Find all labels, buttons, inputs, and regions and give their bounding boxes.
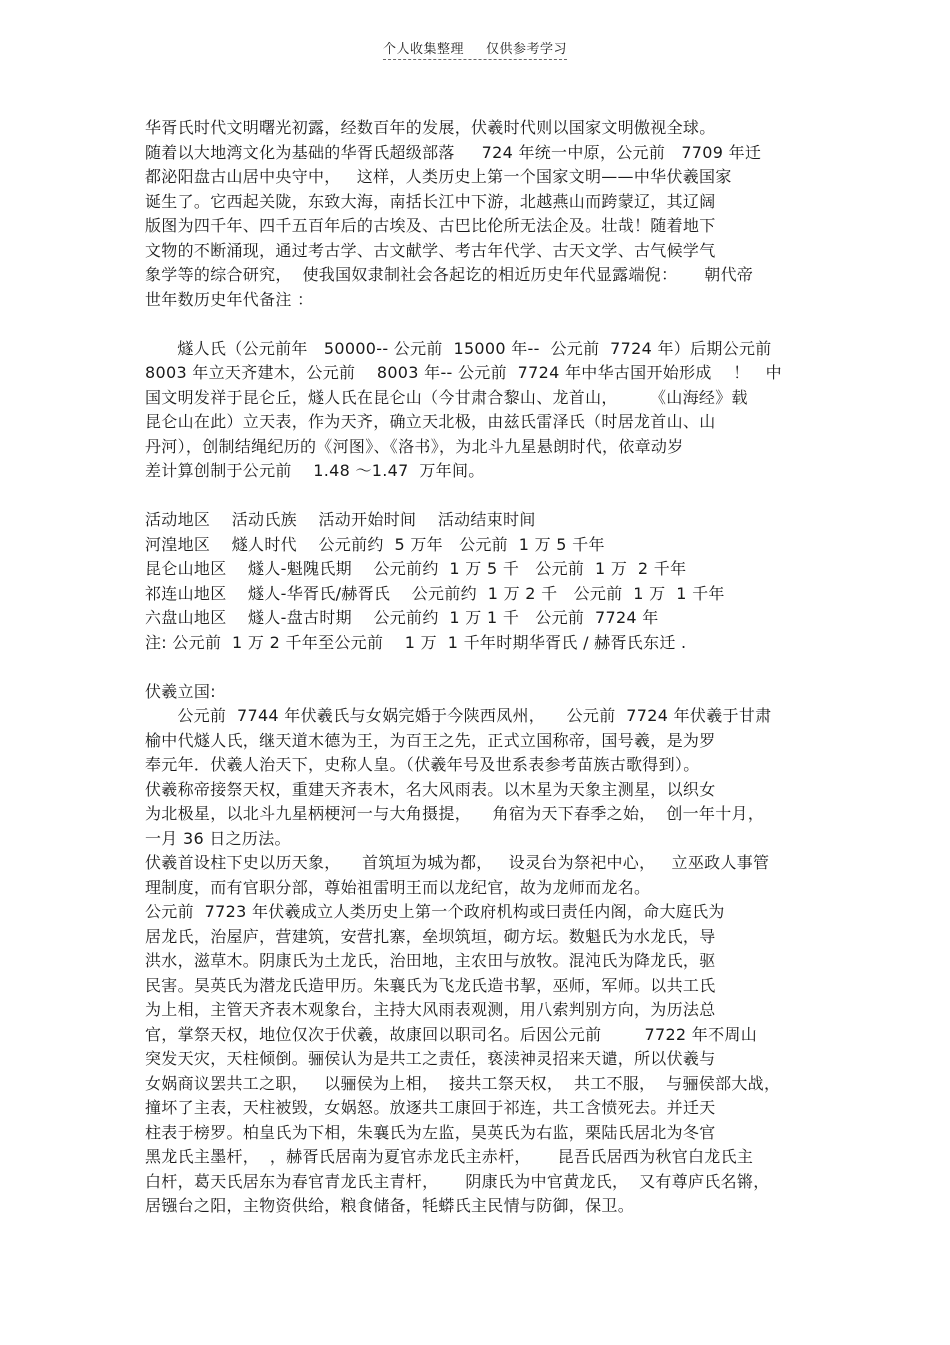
section-fuxi — [145, 680, 810, 1219]
text-line: 为上相，主管天齐表木观象台，主持大风雨表观测，用八索判别方向，为历法总 — [145, 1000, 716, 1019]
text-line: 随着以大地湾文化为基础的华胥氏超级部落 724 年统一中原，公元前 7709 年迁 — [145, 142, 762, 162]
text-line: 洪水，滋草木。阴康氏为土龙氏，治田地，主农田与放牧。混沌氏为降龙氏，驱 — [145, 951, 716, 970]
table-row: 六盘山地区 燧人-盘古时期 公元前约 1 万 1 千 公元前 7724 年 — [145, 608, 659, 627]
text-line: 突发天灾，天柱倾倒。骊侯认为是共工之责任，亵渎神灵招来天谴，所以伏羲与 — [145, 1049, 716, 1068]
text-line: 白杆，葛天氏居东为春官青龙氏主青杆， 阴康氏为中官黄龙氏， 又有尊庐氏名锵， — [145, 1171, 770, 1191]
text-line: 黑龙氏主墨杆， ，赫胥氏居南为夏官赤龙氏主赤杆， 昆吾氏居西为秋官白龙氏主 — [145, 1147, 754, 1166]
page-header — [383, 38, 567, 60]
document-body — [145, 116, 810, 1219]
header-left-text: 个人收集整理 — [383, 42, 465, 57]
activity-table — [145, 508, 810, 655]
text-line: 国文明发祥于昆仑丘，燧人氏在昆仑山（今甘肃合黎山、龙首山， 《山海经》载 — [145, 387, 748, 407]
paragraph-intro — [145, 116, 810, 312]
table-header: 活动地区 活动氏族 活动开始时间 活动结束时间 — [145, 510, 536, 529]
text-line: 伏羲首设柱下史以历天象， 首筑垣为城为都， 设灵台为祭祀中心， 立巫政人事管 — [145, 853, 770, 872]
spacer — [145, 484, 810, 509]
text-line: 理制度，而有官职分部，尊始祖雷明王而以龙纪官，故为龙师而龙名。 — [145, 877, 651, 897]
text-line: 都泌阳盘古山居中央守中， 这样，人类历史上第一个国家文明——中华伏羲国家 — [145, 167, 732, 186]
section-title: 伏羲立国: — [145, 681, 216, 701]
text-line: 居龙氏，治屋庐，营建筑，安营扎寨，垒坝筑垣，砌方坛。数魁氏为水龙氏，导 — [145, 926, 716, 946]
table-row: 河湟地区 燧人时代 公元前约 5 万年 公元前 1 万 5 千年 — [145, 534, 605, 554]
text-line: 官，掌祭天权，地位仅次于伏羲，故康回以职司名。后因公元前 7722 年不周山 — [145, 1024, 757, 1044]
text-line: 8003 年立天齐建木，公元前 8003 年-- 公元前 7724 年中华古国开始形成 ！ 中 — [145, 363, 782, 382]
text-line: 版图为四千年、四千五百年后的古埃及、古巴比伦所无法企及。壮哉！随着地下 — [145, 216, 716, 235]
text-line: 象学等的综合研究， 使我国奴隶制社会各起讫的相近历史年代显露端倪： 朝代帝 — [145, 265, 754, 284]
text-line: 居镪台之阳，主物资供给，粮食储备，牦蟒氏主民情与防御，保卫。 — [145, 1196, 635, 1215]
text-line: 撞坏了主表，天柱被毁，女娲怒。放逐共工康回于祁连，共工含愤死去。并迁天 — [145, 1098, 716, 1117]
text-line: 燧人氏（公元前年 50000-- 公元前 15000 年-- 公元前 7724 年）后期公元前 — [145, 338, 772, 358]
text-line: 一月 36 日之历法。 — [145, 828, 291, 848]
spacer — [145, 655, 810, 680]
text-line: 诞生了。它西起关陇，东致大海，南括长江中下游，北越燕山而跨蒙辽，其辽阔 — [145, 191, 716, 211]
table-row: 祁连山地区 燧人-华胥氏/赫胥氏 公元前约 1 万 2 千 公元前 1 万 1 千年 — [145, 583, 725, 603]
spacer — [145, 312, 810, 337]
text-line: 公元前 7723 年伏羲成立人类历史上第一个政府机构或曰责任内阁，命大庭氏为 — [145, 902, 725, 921]
text-line: 民害。昊英氏为潜龙氏造甲历。朱襄氏为飞龙氏造书挈，巫师，军师。以共工氏 — [145, 975, 716, 995]
text-line: 伏羲称帝接祭天权，重建天齐表木，名大风雨表。以木星为天象主测星，以织女 — [145, 779, 716, 799]
text-line: 奉元年．伏羲人治天下，史称人皇。（伏羲年号及世系表参考苗族古歌得到）。 — [145, 755, 700, 774]
text-line: 世年数历史年代备注 ： — [145, 289, 314, 309]
text-line: 公元前 7744 年伏羲氏与女娲完婚于今陕西凤州， 公元前 7724 年伏羲于甘肃 — [145, 706, 772, 725]
text-line: 榆中代燧人氏，继天道木德为王，为百王之先，正式立国称帝，国号羲，是为罗 — [145, 730, 716, 750]
table-row: 昆仑山地区 燧人-魁隗氏期 公元前约 1 万 5 千 公元前 1 万 2 千年 — [145, 559, 687, 578]
text-line: 差计算创制于公元前 1.48 ～1.47 万年间。 — [145, 461, 485, 480]
text-line: 昆仑山在此）立天表，作为天齐，确立天北极，由兹氏雷泽氏（时居龙首山、山 — [145, 412, 716, 431]
text-line: 为北极星，以北斗九星柄梗河一与大角摄提， 角宿为天下春季之始， 创一年十月， — [145, 804, 765, 823]
text-line: 华胥氏时代文明曙光初露，经数百年的发展，伏羲时代则以国家文明傲视全球。 — [145, 118, 716, 137]
text-line: 女娲商议罢共工之职， 以骊侯为上相， 接共工祭天权， 共工不服， 与骊侯部大战， — [145, 1073, 781, 1093]
text-line: 柱表于榜罗。柏皇氏为下相，朱襄氏为左监，昊英氏为右监，栗陆氏居北为冬官 — [145, 1122, 716, 1142]
text-line: 文物的不断涌现，通过考古学、古文献学、考古年代学、古天文学、古气候学气 — [145, 240, 716, 260]
header-right-text: 仅供参考学习 — [486, 42, 568, 57]
text-line: 丹河），创制结绳纪历的《河图》、《洛书》，为北斗九星悬朗时代，依章动岁 — [145, 436, 684, 456]
table-note: 注: 公元前 1 万 2 千年至公元前 1 万 1 千年时期华胥氏 / 赫胥氏东迁 . — [145, 632, 687, 652]
paragraph-suiren — [145, 337, 810, 484]
